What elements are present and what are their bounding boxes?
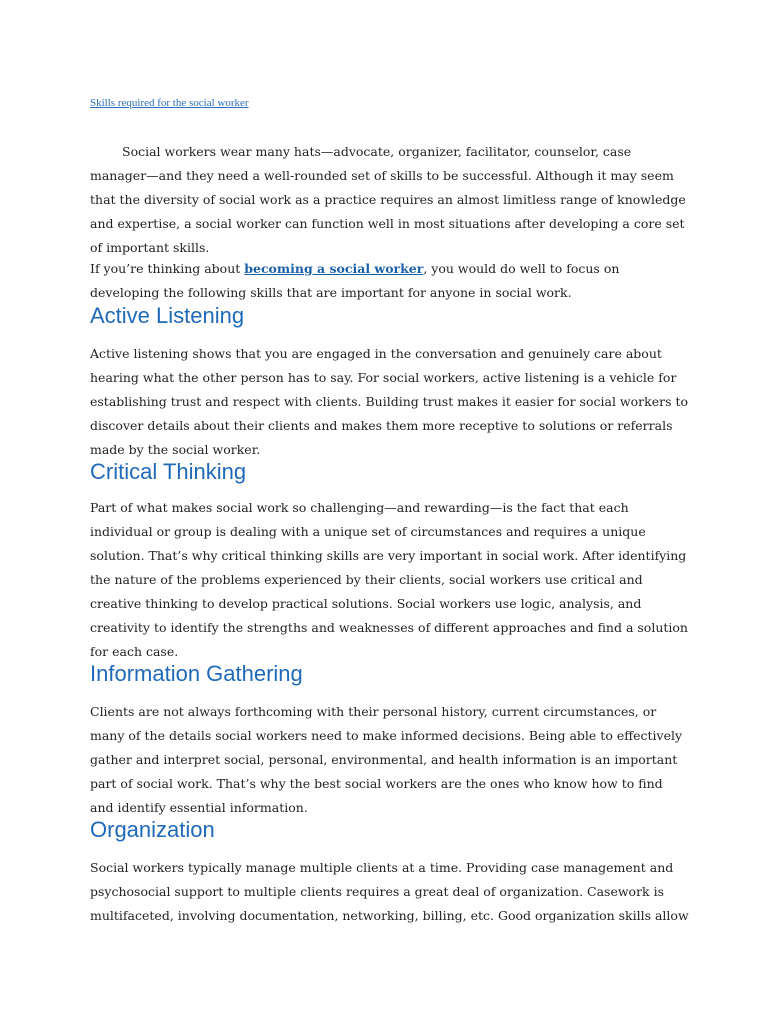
skills-title-link[interactable]: Skills required for the social worker	[90, 97, 249, 109]
heading-organization: Organization	[90, 817, 215, 842]
heading-critical-thinking: Critical Thinking	[90, 459, 247, 484]
paragraph-active-listening: Active listening shows that you are engaged in the conversation and genuinely care about hearing what the other person has to say. For social workers, active listening is a vehicle for establishing trust and respect with clients. Building trust makes it easier for social workers to discover details about their clients and makes them more receptive to solutions or referrals made by the social worker.	[90, 346, 689, 457]
becoming-text-before: If you’re thinking about	[90, 261, 245, 276]
paragraph-information-gathering: Clients are not always forthcoming with their personal history, current circumstances, or many of the details social workers need to make informed decisions. Being able to effectively gather and interpret social, personal, environmental, and health information is an important part of social work. That’s why the best social workers are the ones who know how to find and identify essential information.	[90, 704, 683, 815]
becoming-text-after: , you would do well to focus on developing the following skills that are important for anyone in social work.	[90, 261, 620, 300]
paragraph-organization: Social workers typically manage multiple clients at a time. Providing case management and psychosocial support to multiple clients requires a great deal of organization. Casework is multifaceted, involving documentation, networking, billing, etc. Good organization skills allow	[90, 860, 689, 923]
intro-paragraph: Social workers wear many hats—advocate, organizer, facilitator, counselor, case manager—and they need a well-rounded set of skills to be successful. Although it may seem that the diversity of social work as a practice requires an almost limitless range of knowledge and expertise, a social worker can function well in most situations after developing a core set of important skills.	[90, 144, 686, 255]
heading-information-gathering: Information Gathering	[90, 661, 303, 686]
becoming-paragraph	[90, 257, 690, 305]
becoming-social-worker-link[interactable]: becoming a social worker	[244, 261, 424, 276]
paragraph-critical-thinking: Part of what makes social work so challenging—and rewarding—is the fact that each individual or group is dealing with a unique set of circumstances and requires a unique solution. That’s why critical thinking skills are very important in social work. After identifying the nature of the problems experienced by their clients, social workers use critical and creative thinking to develop practical solutions. Social workers use logic, analysis, and creativity to identify the strengths and weaknesses of different approaches and find a solution for each case.	[90, 500, 688, 659]
heading-active-listening: Active Listening	[90, 303, 245, 328]
